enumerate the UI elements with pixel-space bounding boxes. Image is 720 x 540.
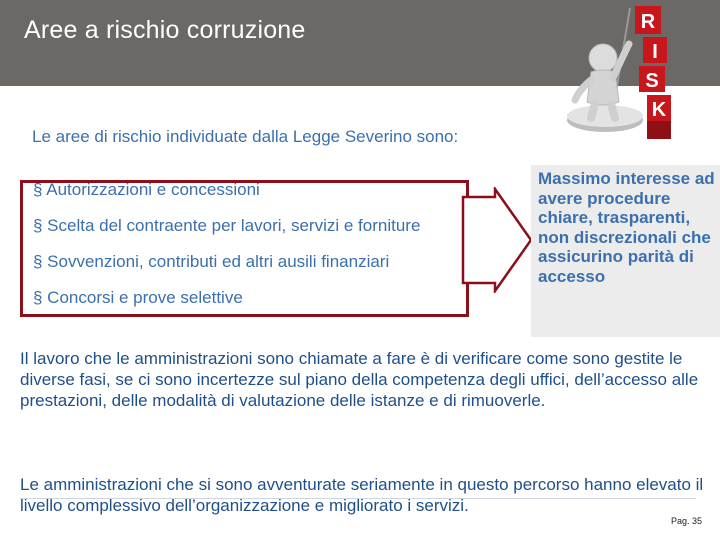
letter-i: I (652, 41, 658, 63)
letter-r: R (640, 11, 656, 33)
letter-k: K (651, 99, 667, 121)
slide-title: Aree a rischio corruzione (24, 16, 306, 44)
list-item: § Sovvenzioni, contributi ed altri ausili finanziari (33, 252, 390, 271)
body-paragraph: Il lavoro che le amministrazioni sono chiamate a fare è di verificare come sono gestite le diverse fasi, se ci sono incertezze sul piano della competenza degli uffici, dell’accesso alle prestazioni, delle modalità di valutazione delle istanze e di rimuoverle. (20, 349, 699, 410)
risk-areas-list (33, 181, 420, 325)
risk-illustration (555, 0, 720, 150)
list-item: § Concorsi e prove selettive (33, 288, 243, 307)
callout-text: Massimo interesse ad avere procedure chiare, trasparenti, non discrezionali che assicurino parità di accesso (538, 169, 715, 286)
page-number: Pag. 35 (671, 516, 703, 526)
list-item: § Autorizzazioni e concessioni (33, 180, 260, 199)
list-item: § Scelta del contraente per lavori, servizi e forniture (33, 216, 421, 235)
letter-s: S (645, 70, 659, 92)
scale-top (567, 105, 643, 127)
closing-paragraph: Le amministrazioni che si sono avventurate seriamente in questo percorso hanno elevato il livello complessivo dell’organizzazione e migliorato i servizi. (20, 475, 704, 515)
arrow-right-icon (461, 187, 533, 293)
intro-text: Le aree di rischio individuate dalla Legge Severino sono: (32, 127, 459, 146)
